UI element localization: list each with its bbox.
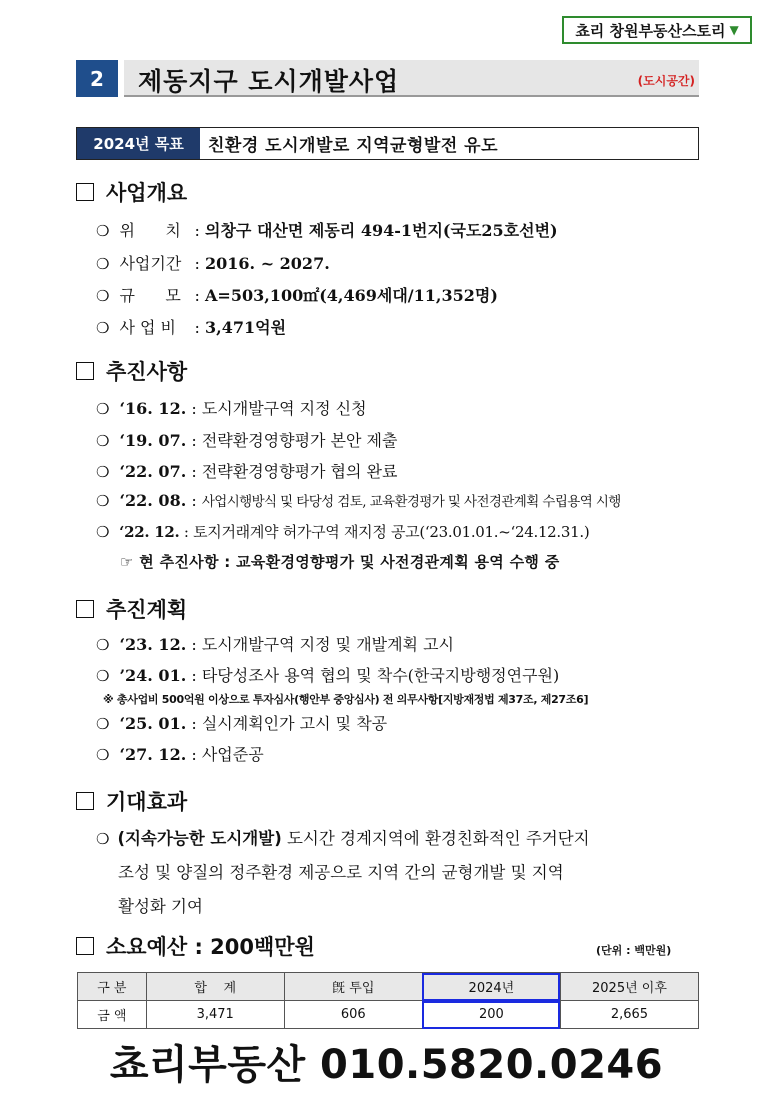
goal-bar bbox=[76, 127, 699, 160]
table-header-cell: 구 분 bbox=[78, 973, 147, 1001]
progress-item: ❍ ‘22. 08. : 사업시행방식 및 타당성 검토, 교육환경평가 및 사전경관계획 수립용역 시행 bbox=[96, 491, 621, 510]
section-tag: (도시공간) bbox=[637, 74, 695, 88]
goal-label: 2024년 목표 bbox=[77, 128, 200, 159]
budget-heading: 소요예산 : 200백만원 bbox=[76, 931, 315, 961]
circle-bullet-icon: ❍ bbox=[96, 463, 110, 481]
goal-text: 친환경 도시개발로 지역균형발전 유도 bbox=[208, 136, 499, 156]
circle-bullet-icon: ❍ bbox=[96, 255, 110, 273]
overview-item: ❍ 사업기간 : 2016. ~ 2027. bbox=[96, 254, 330, 273]
section-number: 2 bbox=[76, 60, 118, 97]
progress-item: ❍ ‘22. 12. : 토지거래계약 허가구역 재지정 공고(‘23.01.01.~‘24.12.31.) bbox=[96, 523, 590, 541]
circle-bullet-icon: ❍ bbox=[96, 432, 110, 450]
table-header-cell: 2025년 이후 bbox=[560, 973, 698, 1001]
overview-heading: 사업개요 bbox=[76, 177, 187, 207]
brand-badge bbox=[562, 16, 752, 44]
circle-bullet-icon: ❍ bbox=[96, 636, 110, 654]
circle-bullet-icon: ❍ bbox=[96, 319, 110, 337]
plan-item: ❍ ‘23. 12. : 도시개발구역 지정 및 개발계획 고시 bbox=[96, 635, 455, 654]
checkbox-square-icon bbox=[76, 937, 94, 955]
effect-heading: 기대효과 bbox=[76, 786, 187, 816]
circle-bullet-icon: ❍ bbox=[96, 715, 110, 733]
table-header-cell: 2024년 bbox=[422, 973, 560, 1001]
plan-item: ❍ ’24. 01. : 타당성조사 용역 협의 및 착수(한국지방행정연구원) bbox=[96, 666, 560, 685]
table-cell: 2,665 bbox=[560, 1001, 698, 1029]
checkbox-square-icon bbox=[76, 600, 94, 618]
table-cell: 금 액 bbox=[78, 1001, 147, 1029]
circle-bullet-icon: ❍ bbox=[96, 400, 110, 418]
table-cell: 200 bbox=[422, 1001, 560, 1029]
checkbox-square-icon bbox=[76, 362, 94, 380]
overview-item: ❍ 사 업 비 : 3,471억원 bbox=[96, 318, 287, 337]
circle-bullet-icon: ❍ bbox=[96, 746, 110, 764]
circle-bullet-icon: ❍ bbox=[96, 830, 110, 848]
chevron-down-icon: ▼ bbox=[729, 23, 739, 37]
budget-table bbox=[77, 972, 699, 1029]
circle-bullet-icon: ❍ bbox=[96, 222, 110, 240]
table-row bbox=[78, 1001, 699, 1029]
section-title-bar bbox=[124, 60, 699, 97]
footer-contact: 쵸리부동산 010.5820.0246 bbox=[109, 1042, 664, 1088]
overview-item: ❍ 규 모 : A=503,100㎡(4,469세대/11,352명) bbox=[96, 286, 498, 305]
circle-bullet-icon: ❍ bbox=[96, 667, 110, 685]
circle-bullet-icon: ❍ bbox=[96, 523, 110, 541]
circle-bullet-icon: ❍ bbox=[96, 492, 110, 510]
plan-item: ❍ ‘25. 01. : 실시계획인가 고시 및 착공 bbox=[96, 714, 388, 733]
progress-item: ❍ ‘16. 12. : 도시개발구역 지정 신청 bbox=[96, 399, 367, 418]
plan-note: ※ 총사업비 500억원 이상으로 투자심사(행안부 중앙심사) 전 의무사항[지방재정법 제37조, 제27조6] bbox=[103, 693, 589, 706]
table-header-row bbox=[78, 973, 699, 1001]
effect-body: ❍ (지속가능한 도시개발) 도시간 경계지역에 환경친화적인 주거단지 조성 및 양질의 정주환경 제공으로 지역 간의 균형개발 및 지역 활성화 기여 bbox=[96, 829, 590, 916]
circle-bullet-icon: ❍ bbox=[96, 287, 110, 305]
table-cell: 3,471 bbox=[146, 1001, 284, 1029]
current-status: ☞ 현 추진사항 : 교육환경영향평가 및 사전경관계획 용역 수행 중 bbox=[120, 553, 560, 571]
checkbox-square-icon bbox=[76, 183, 94, 201]
plan-heading: 추진계획 bbox=[76, 594, 187, 624]
budget-unit: (단위 : 백만원) bbox=[596, 944, 672, 957]
section-title: 제동지구 도시개발사업 bbox=[138, 67, 400, 96]
table-cell: 606 bbox=[284, 1001, 422, 1029]
plan-item: ❍ ‘27. 12. : 사업준공 bbox=[96, 745, 264, 764]
checkbox-square-icon bbox=[76, 792, 94, 810]
overview-item: ❍ 위 치 : 의창구 대산면 제동리 494-1번지(국도25호선변) bbox=[96, 221, 558, 240]
progress-item: ❍ ‘22. 07. : 전략환경영향평가 협의 완료 bbox=[96, 462, 398, 481]
table-header-cell: 합 계 bbox=[146, 973, 284, 1001]
progress-heading: 추진사항 bbox=[76, 356, 187, 386]
brand-badge-label: 쵸리 창원부동산스토리 bbox=[575, 21, 726, 40]
progress-item: ❍ ‘19. 07. : 전략환경영향평가 본안 제출 bbox=[96, 431, 398, 450]
table-header-cell: 旣 투입 bbox=[284, 973, 422, 1001]
